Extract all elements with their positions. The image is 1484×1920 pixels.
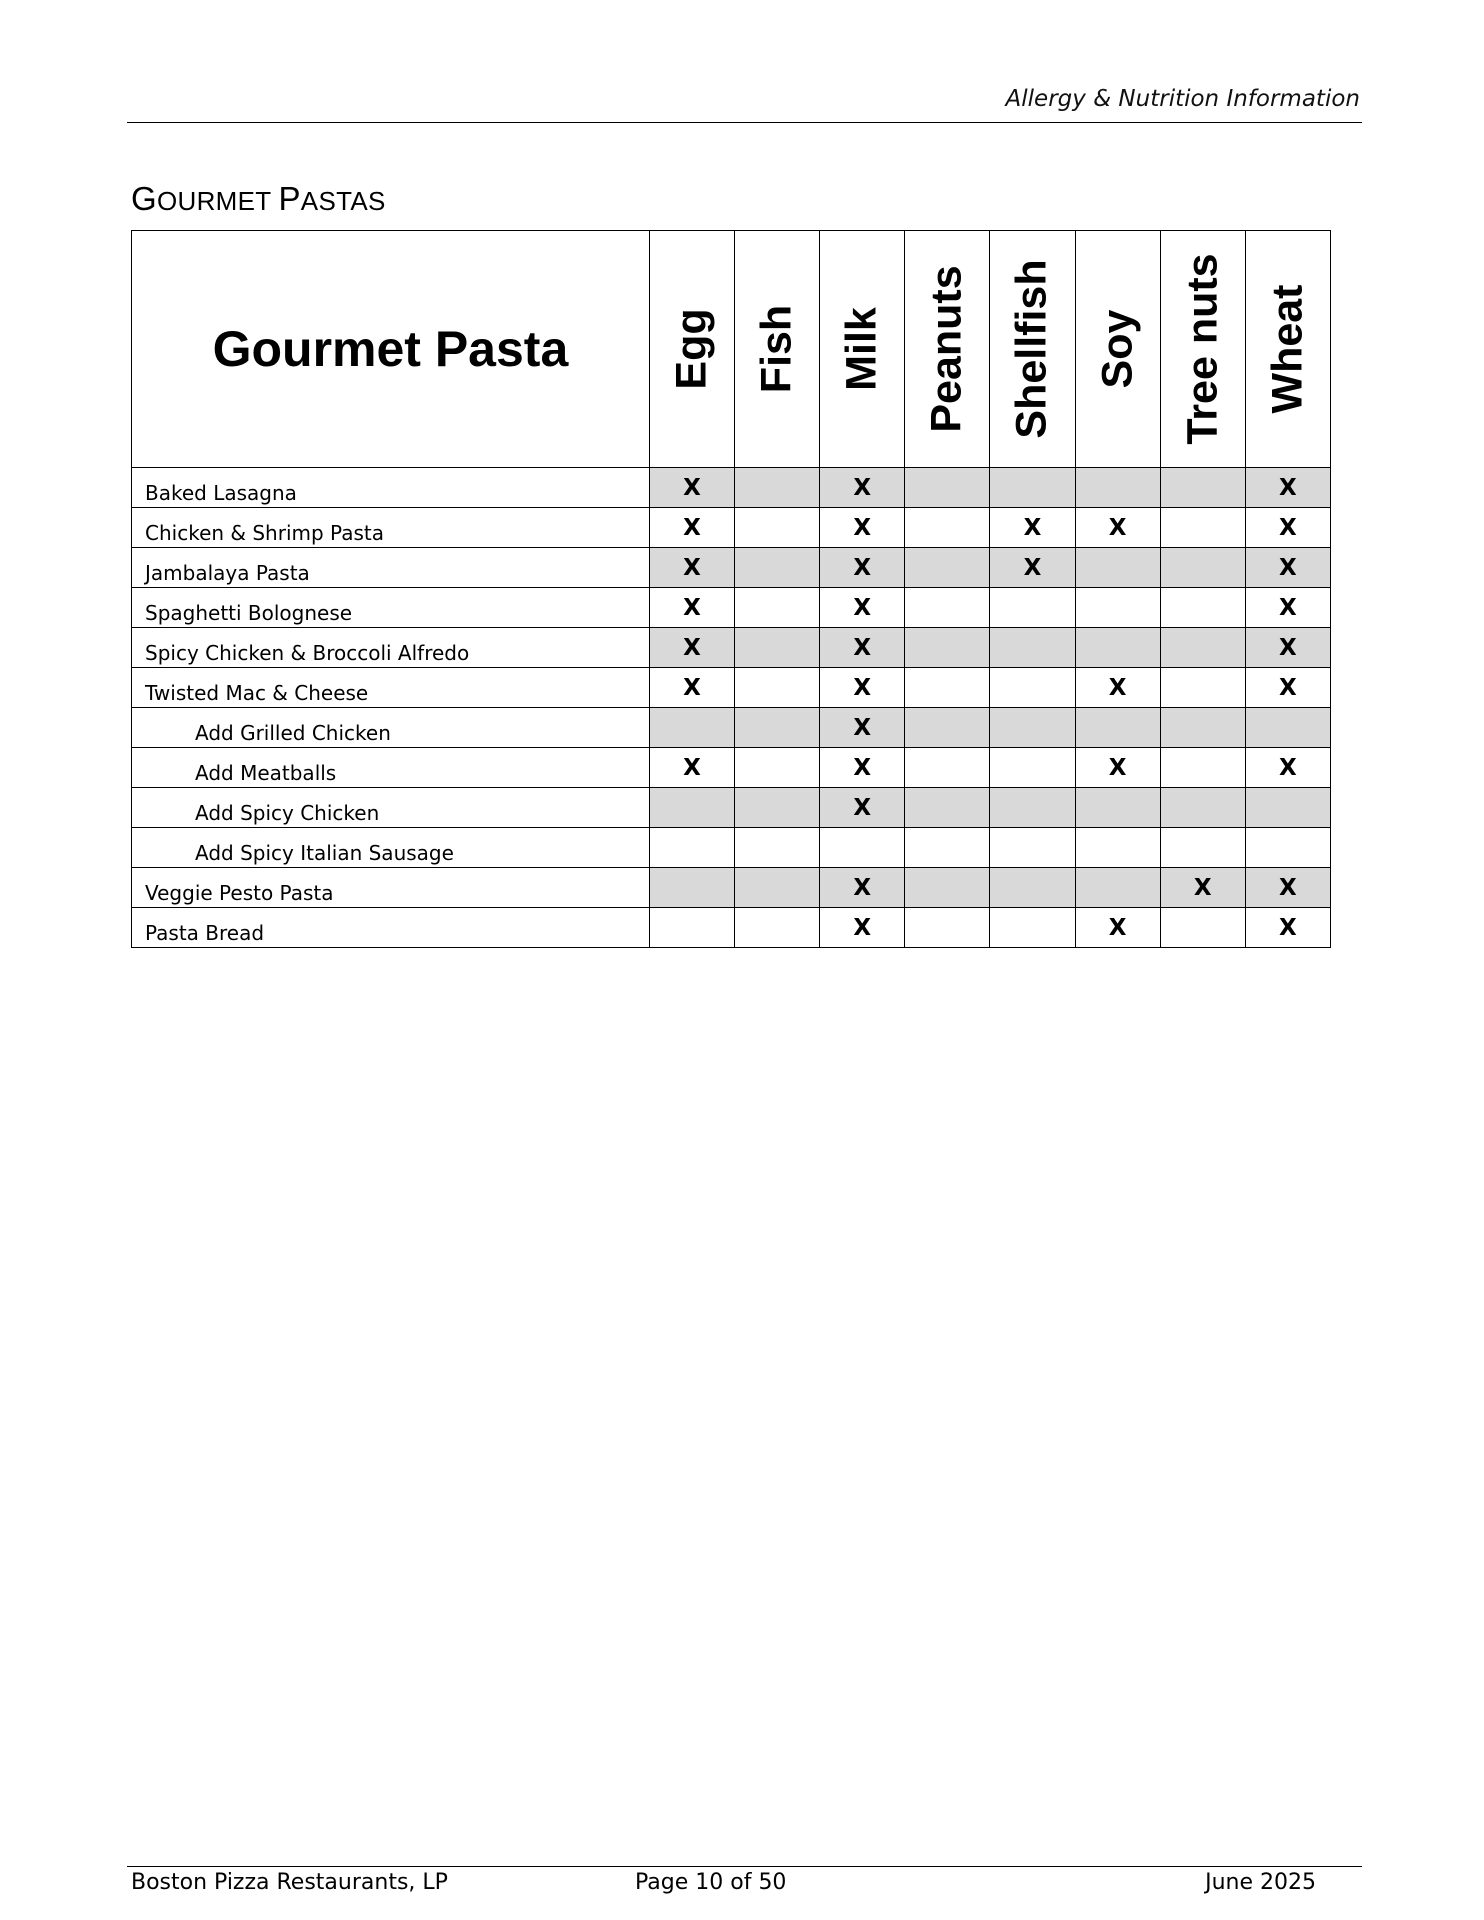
allergen-header-tree-nuts	[1160, 231, 1245, 468]
footer-company: Boston Pizza Restaurants, LP	[131, 1870, 448, 1895]
allergen-mark-cell	[1160, 548, 1245, 588]
allergen-mark-cell	[990, 708, 1075, 748]
allergen-mark-cell: X	[990, 508, 1075, 548]
allergen-mark-cell	[735, 668, 820, 708]
menu-item-name: Chicken & Shrimp Pasta	[132, 508, 650, 548]
table-row	[132, 788, 1331, 828]
allergen-mark-cell	[905, 748, 990, 788]
allergen-mark-cell	[1075, 468, 1160, 508]
footer-divider	[127, 1866, 1362, 1867]
allergen-mark-cell	[990, 748, 1075, 788]
allergen-mark-cell	[905, 508, 990, 548]
allergen-mark-cell	[990, 588, 1075, 628]
allergen-mark-cell: X	[1075, 748, 1160, 788]
allergen-mark-cell: X	[1245, 668, 1330, 708]
allergen-mark-cell: X	[1245, 468, 1330, 508]
allergen-mark-cell	[649, 788, 734, 828]
allergen-header-row	[132, 231, 1331, 468]
allergen-mark-cell	[990, 668, 1075, 708]
allergen-mark-cell: X	[990, 548, 1075, 588]
allergen-mark-cell	[990, 908, 1075, 948]
allergen-mark-cell	[905, 628, 990, 668]
table-row	[132, 668, 1331, 708]
allergen-mark-cell	[1160, 788, 1245, 828]
table-row	[132, 548, 1331, 588]
menu-item-name: Add Grilled Chicken	[132, 708, 650, 748]
allergen-mark-cell: X	[1075, 508, 1160, 548]
allergen-mark-cell	[905, 868, 990, 908]
header-divider	[127, 122, 1362, 123]
allergen-mark-cell	[1160, 908, 1245, 948]
allergen-table-body	[132, 468, 1331, 948]
allergen-mark-cell: X	[1160, 868, 1245, 908]
table-row	[132, 588, 1331, 628]
allergen-mark-cell: X	[1245, 548, 1330, 588]
allergen-mark-cell	[905, 788, 990, 828]
allergen-mark-cell	[905, 548, 990, 588]
allergen-mark-cell: X	[649, 468, 734, 508]
allergen-mark-cell	[1160, 468, 1245, 508]
allergen-mark-cell	[990, 868, 1075, 908]
menu-item-name: Veggie Pesto Pasta	[132, 868, 650, 908]
allergen-mark-cell: X	[820, 588, 905, 628]
allergen-mark-cell	[735, 788, 820, 828]
allergen-mark-cell	[905, 668, 990, 708]
allergen-mark-cell	[990, 788, 1075, 828]
allergen-label: Wheat	[1263, 284, 1312, 414]
section-title-cap-1: G	[131, 180, 157, 217]
allergen-mark-cell	[735, 588, 820, 628]
menu-item-name: Add Spicy Italian Sausage	[132, 828, 650, 868]
allergen-mark-cell	[735, 468, 820, 508]
allergen-mark-cell: X	[820, 868, 905, 908]
allergen-mark-cell	[990, 828, 1075, 868]
footer-date: June 2025	[1205, 1870, 1316, 1895]
allergen-mark-cell	[735, 708, 820, 748]
allergen-mark-cell: X	[820, 708, 905, 748]
allergen-mark-cell	[905, 708, 990, 748]
allergen-header-peanuts	[905, 231, 990, 468]
allergen-mark-cell	[1160, 508, 1245, 548]
allergen-mark-cell	[735, 828, 820, 868]
allergen-label: Milk	[837, 307, 886, 391]
allergen-table	[131, 230, 1331, 948]
allergen-mark-cell	[905, 588, 990, 628]
allergen-mark-cell	[735, 548, 820, 588]
allergen-mark-cell	[649, 708, 734, 748]
allergen-mark-cell	[1245, 708, 1330, 748]
table-row	[132, 828, 1331, 868]
allergen-mark-cell	[905, 828, 990, 868]
allergen-mark-cell: X	[820, 668, 905, 708]
allergen-mark-cell	[990, 468, 1075, 508]
allergen-mark-cell	[1160, 708, 1245, 748]
menu-item-name: Add Meatballs	[132, 748, 650, 788]
allergen-mark-cell: X	[1245, 908, 1330, 948]
allergen-mark-cell	[1075, 788, 1160, 828]
allergen-mark-cell	[649, 908, 734, 948]
allergen-mark-cell	[1160, 748, 1245, 788]
section-title-rest-2: ASTAS	[300, 186, 386, 216]
table-row	[132, 708, 1331, 748]
allergen-header-milk	[820, 231, 905, 468]
allergen-mark-cell	[1075, 868, 1160, 908]
allergen-mark-cell: X	[820, 548, 905, 588]
allergen-label: Egg	[667, 308, 716, 390]
allergen-mark-cell	[1075, 548, 1160, 588]
allergen-header-soy	[1075, 231, 1160, 468]
allergen-header-wheat	[1245, 231, 1330, 468]
allergen-mark-cell: X	[820, 468, 905, 508]
allergen-mark-cell	[1075, 708, 1160, 748]
allergen-mark-cell	[1245, 788, 1330, 828]
allergen-mark-cell	[735, 748, 820, 788]
allergen-mark-cell	[735, 868, 820, 908]
section-title-rest-1: OURMET	[156, 186, 279, 216]
table-row	[132, 468, 1331, 508]
table-row	[132, 908, 1331, 948]
allergen-mark-cell	[649, 828, 734, 868]
allergen-mark-cell: X	[820, 628, 905, 668]
allergen-mark-cell: X	[649, 508, 734, 548]
allergen-mark-cell	[905, 908, 990, 948]
menu-item-name: Twisted Mac & Cheese	[132, 668, 650, 708]
allergen-mark-cell: X	[649, 668, 734, 708]
allergen-mark-cell: X	[820, 748, 905, 788]
allergen-mark-cell	[1160, 628, 1245, 668]
allergen-mark-cell: X	[649, 748, 734, 788]
footer-page-number: Page 10 of 50	[635, 1870, 787, 1895]
allergen-mark-cell	[1075, 588, 1160, 628]
allergen-mark-cell	[1160, 828, 1245, 868]
table-row	[132, 748, 1331, 788]
menu-item-name: Baked Lasagna	[132, 468, 650, 508]
allergen-mark-cell: X	[649, 588, 734, 628]
allergen-mark-cell: X	[1245, 868, 1330, 908]
allergen-mark-cell	[1075, 628, 1160, 668]
menu-item-name: Add Spicy Chicken	[132, 788, 650, 828]
allergen-mark-cell	[990, 628, 1075, 668]
allergen-header-fish	[735, 231, 820, 468]
allergen-label: Fish	[752, 304, 801, 394]
section-title	[131, 180, 386, 218]
table-row	[132, 628, 1331, 668]
allergen-mark-cell: X	[1245, 588, 1330, 628]
allergen-mark-cell	[820, 828, 905, 868]
allergen-mark-cell	[905, 468, 990, 508]
allergen-label: Tree nuts	[1178, 253, 1227, 445]
menu-item-name: Spicy Chicken & Broccoli Alfredo	[132, 628, 650, 668]
section-title-cap-2: P	[278, 180, 301, 217]
allergen-label: Shellfish	[1007, 259, 1056, 439]
allergen-mark-cell: X	[649, 628, 734, 668]
allergen-mark-cell	[1075, 828, 1160, 868]
allergen-mark-cell	[1160, 588, 1245, 628]
allergen-mark-cell: X	[820, 788, 905, 828]
allergen-header-shellfish	[990, 231, 1075, 468]
allergen-mark-cell	[735, 908, 820, 948]
allergen-mark-cell: X	[820, 908, 905, 948]
allergen-label: Peanuts	[922, 265, 971, 433]
allergen-mark-cell	[649, 868, 734, 908]
allergen-mark-cell	[1245, 828, 1330, 868]
allergen-mark-cell	[735, 628, 820, 668]
allergen-mark-cell: X	[1245, 508, 1330, 548]
allergen-mark-cell: X	[1245, 628, 1330, 668]
table-row	[132, 868, 1331, 908]
allergen-mark-cell: X	[1075, 908, 1160, 948]
allergen-mark-cell	[735, 508, 820, 548]
allergen-mark-cell: X	[1075, 668, 1160, 708]
allergen-mark-cell: X	[649, 548, 734, 588]
allergen-header-egg	[649, 231, 734, 468]
allergen-mark-cell	[1160, 668, 1245, 708]
table-title: Gourmet Pasta	[132, 231, 650, 468]
menu-item-name: Jambalaya Pasta	[132, 548, 650, 588]
allergen-label: Soy	[1093, 309, 1142, 389]
menu-item-name: Pasta Bread	[132, 908, 650, 948]
document-header-title: Allergy & Nutrition Information	[1005, 86, 1360, 112]
allergen-mark-cell: X	[820, 508, 905, 548]
table-row	[132, 508, 1331, 548]
menu-item-name: Spaghetti Bolognese	[132, 588, 650, 628]
allergen-mark-cell: X	[1245, 748, 1330, 788]
